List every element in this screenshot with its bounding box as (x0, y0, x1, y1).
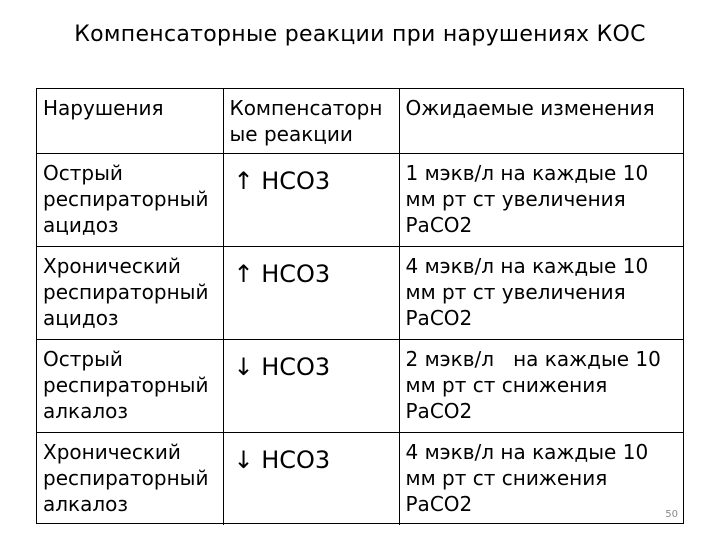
row-disorder: Хронический респираторный ацидоз (37, 246, 223, 339)
row-expected: 4 мэкв/л на каждые 10 мм рт ст снижения РаСО2 (405, 439, 655, 516)
row-disorder: Острый респираторный ацидоз (37, 153, 223, 246)
row-expected: 2 мэкв/л на каждые 10 мм рт ст снижения РаСО2 (405, 346, 668, 423)
header-disorder: Нарушения (43, 96, 164, 120)
table-row (37, 432, 683, 525)
row-compensation: ↑ НСО3 (233, 166, 331, 195)
page-number: 50 (665, 509, 678, 520)
header-compensation: Компенсаторн ые реакции (223, 89, 399, 153)
row-compensation: ↓ НСО3 (233, 445, 331, 474)
table-header-row (37, 89, 683, 153)
header-expected: Ожидаемые изменения (405, 96, 655, 120)
slide-title: Компенсаторные реакции при нарушениях КОС (74, 22, 646, 47)
table-row (37, 153, 683, 246)
row-expected: 4 мэкв/л на каждые 10 мм рт ст увеличения РаСО2 (405, 253, 655, 330)
compensation-table (36, 88, 684, 524)
row-compensation: ↑ НСО3 (233, 259, 331, 288)
table-row (37, 246, 683, 339)
row-expected: 1 мэкв/л на каждые 10 мм рт ст увеличения РаСО2 (405, 160, 655, 237)
row-disorder: Хронический респираторный алкалоз (37, 432, 223, 525)
table-row (37, 339, 683, 432)
row-compensation: ↓ НСО3 (233, 352, 331, 381)
row-disorder: Острый респираторный алкалоз (37, 339, 223, 432)
